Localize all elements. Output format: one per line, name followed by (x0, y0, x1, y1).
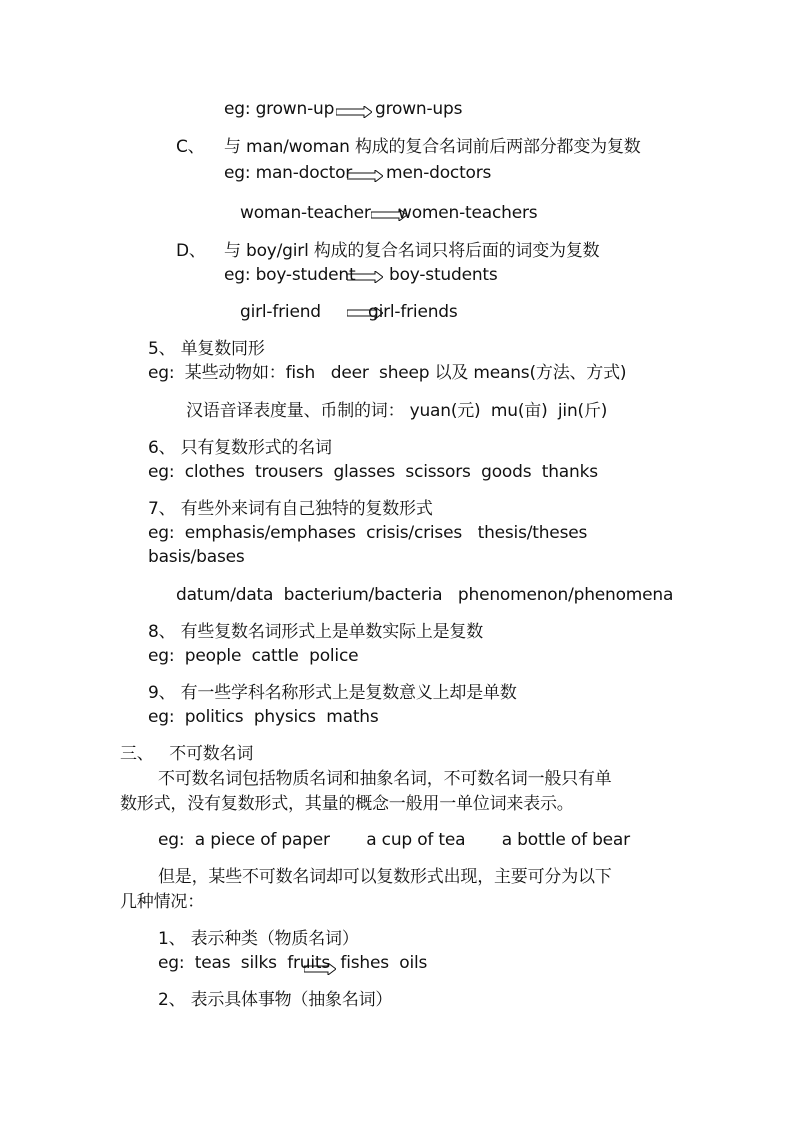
section-heading: 5、 单复数同形 (148, 339, 265, 359)
example-line: women-teachers (398, 203, 538, 223)
example-line: eg: a piece of paper a cup of tea a bottle of bear (158, 830, 630, 850)
section-heading: 6、 只有复数形式的名词 (148, 438, 332, 458)
right-arrow-icon (347, 170, 383, 182)
example-line: datum/data bacterium/bacteria phenomenon/phenomena (176, 585, 674, 605)
example-line: eg: people cattle police (148, 646, 359, 666)
paragraph-line: 几种情况： (120, 892, 204, 912)
example-line: 汉语音译表度量、币制的词： yuan(元) mu(亩) jin(斤) (186, 401, 608, 421)
paragraph-line: 但是，某些不可数名词却可以复数形式出现，主要可分为以下 (158, 867, 612, 887)
right-arrow-icon (336, 106, 372, 118)
section-heading: 7、 有些外来词有自己独特的复数形式 (148, 499, 433, 519)
right-arrow-icon (347, 271, 383, 283)
example-line: basis/bases (148, 547, 245, 567)
example-line: grown-ups (375, 99, 463, 119)
section-heading: 8、 有些复数名词形式上是单数实际上是复数 (148, 622, 484, 642)
paragraph-line: 不可数名词包括物质名词和抽象名词，不可数名词一般只有单 (158, 769, 612, 789)
example-line: girl-friend (240, 302, 321, 322)
example-line: eg: clothes trousers glasses scissors goods thanks (148, 462, 598, 482)
paragraph-line: 数形式，没有复数形式，其量的概念一般用一单位词来表示。 (120, 794, 574, 814)
rule-line: 与 man/woman 构成的复合名词前后两部分都变为复数 (224, 137, 641, 157)
example-line: men-doctors (386, 163, 492, 183)
section-heading: 2、 表示具体事物（抽象名词） (158, 990, 393, 1010)
example-line: boy-students (389, 265, 498, 285)
example-line: eg: teas silks fruits fishes oils (158, 953, 428, 973)
example-line: eg: man-doctor (224, 163, 353, 183)
rule-line: 与 boy/girl 构成的复合名词只将后面的词变为复数 (224, 241, 600, 261)
section-heading: 9、 有一些学科名称形式上是复数意义上却是单数 (148, 683, 517, 703)
example-line: eg: 某些动物如：fish deer sheep 以及 means(方法、方式) (148, 363, 627, 383)
list-marker: C、 (176, 137, 205, 157)
right-arrow-icon (304, 963, 336, 975)
example-line: eg: emphasis/emphases crisis/crises thesis/theses (148, 523, 588, 543)
list-marker: D、 (176, 241, 206, 261)
example-line: woman-teacher (240, 203, 371, 223)
section-heading: 1、 表示种类（物质名词） (158, 929, 359, 949)
example-line: eg: grown-up (224, 99, 335, 119)
section-heading: 三、 不可数名词 (120, 744, 254, 764)
example-line: eg: boy-student (224, 265, 356, 285)
example-line: girl-friends (368, 302, 458, 322)
example-line: eg: politics physics maths (148, 707, 379, 727)
